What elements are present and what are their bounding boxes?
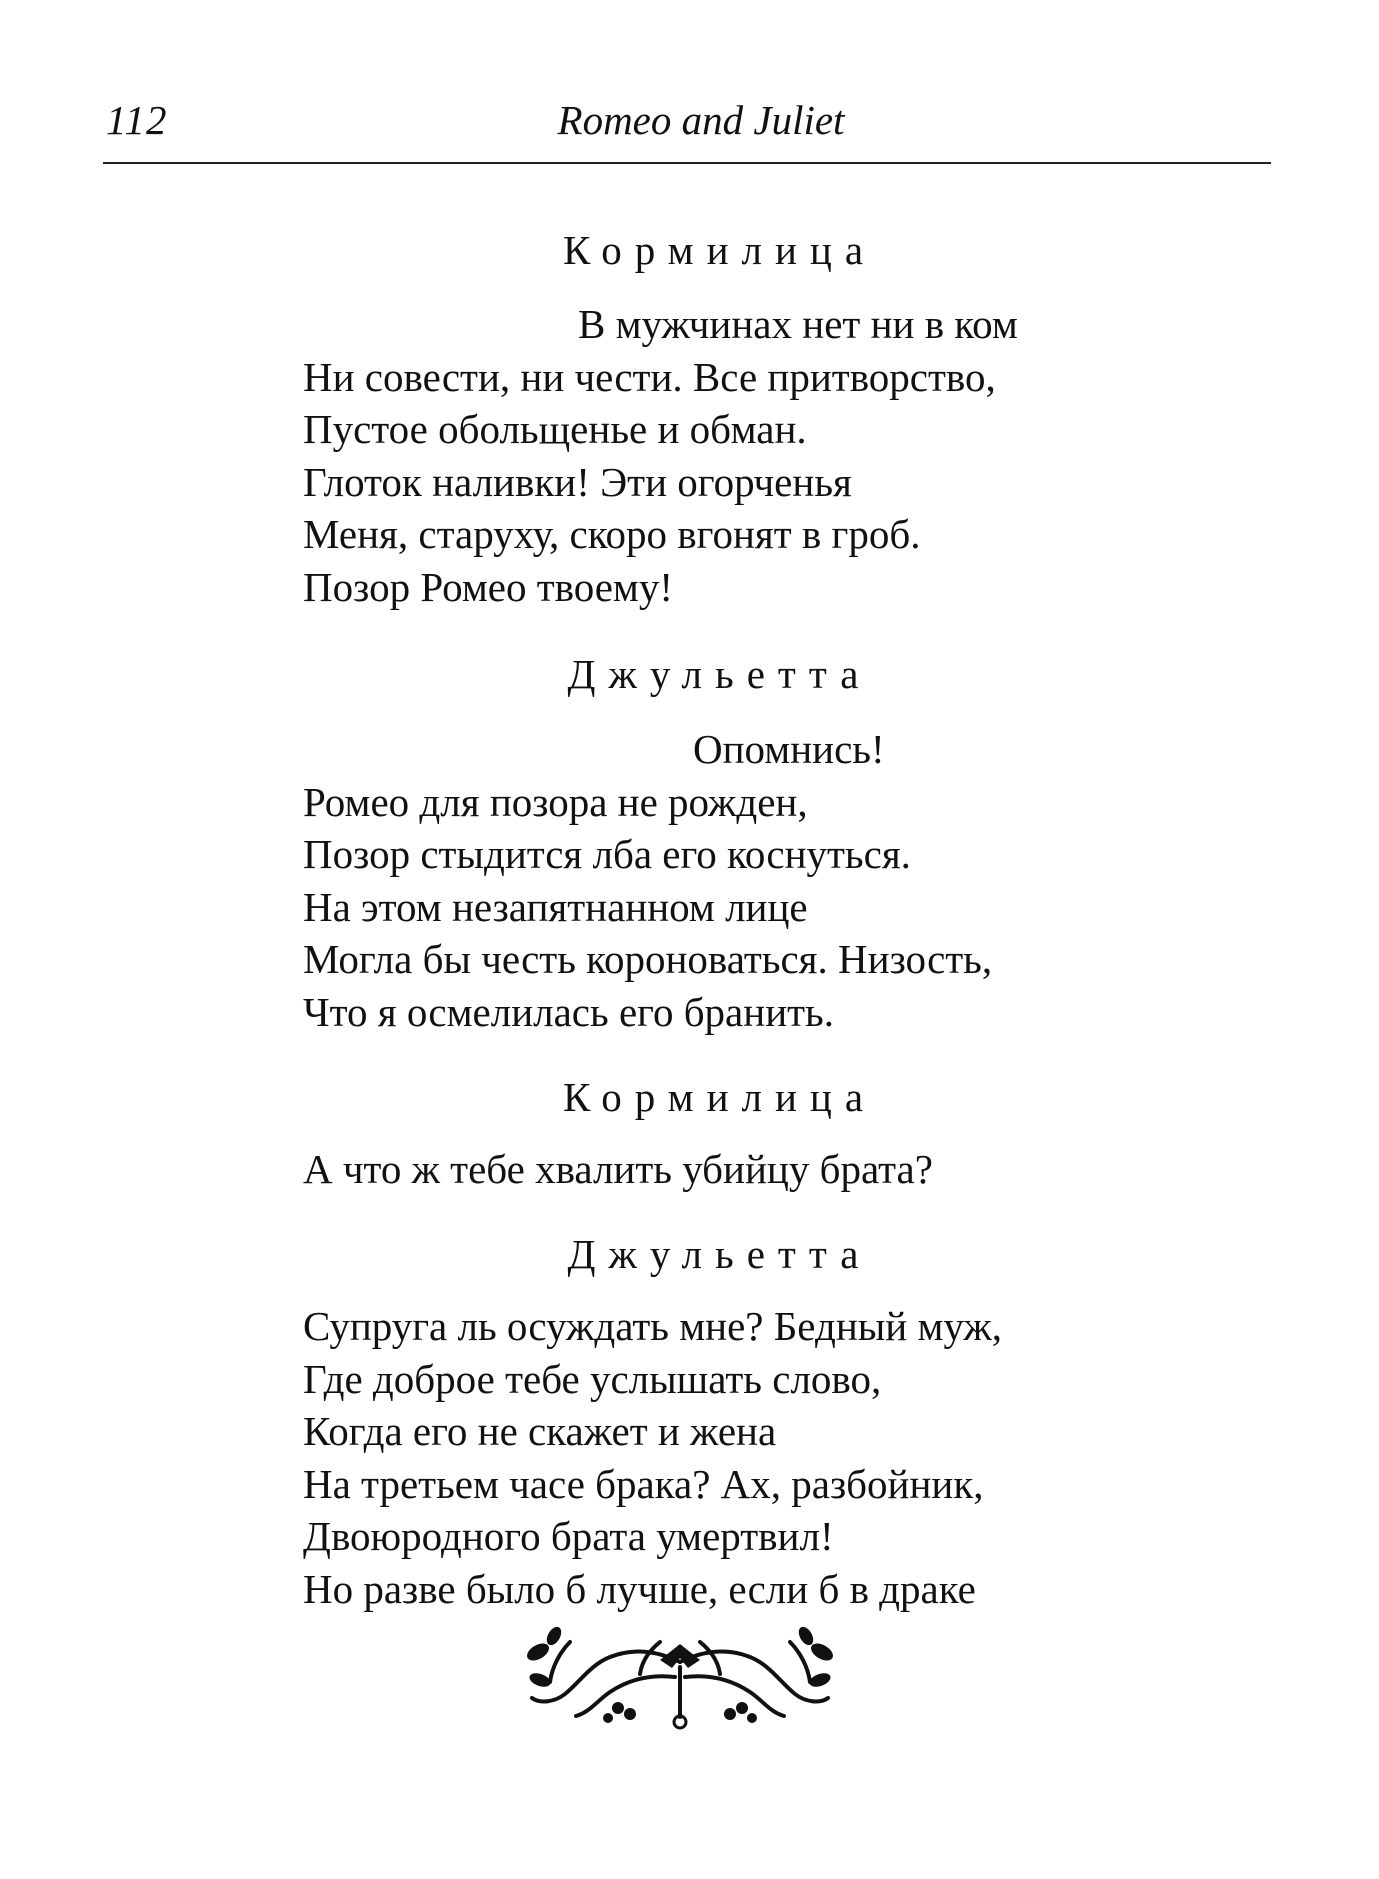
- verse-line: Супруга ль осуждать мне? Бедный муж,: [303, 1303, 1002, 1349]
- verse-line: Могла бы честь короноваться. Низость,: [303, 936, 993, 983]
- verse-line: Меня, старуху, скоро вгонят в гроб.: [303, 511, 921, 558]
- page-number: 112: [106, 97, 168, 143]
- speaker-name: Джульетта: [567, 651, 872, 697]
- verse-line: Ромео для позора не рожден,: [303, 778, 808, 825]
- speech-block: [303, 1143, 933, 1196]
- verse-line: В мужчинах нет ни в ком: [578, 301, 1018, 347]
- header-rule: [103, 162, 1271, 164]
- verse-line: Но разве было б лучше, если б в драке: [303, 1565, 976, 1612]
- verse-line: Глоток наливки! Эти огорченья: [303, 458, 852, 505]
- speaker-name: Кормилица: [562, 1074, 877, 1120]
- speech-block: [303, 1300, 1002, 1616]
- speech-block: [303, 723, 992, 1039]
- verse-line: На третьем часе брака? Ах, разбойник,: [303, 1460, 984, 1507]
- verse-line: Двоюродного брата умертвил!: [303, 1513, 834, 1560]
- verse-line: Что я осмелилась его бранить.: [303, 988, 834, 1035]
- running-title: Romeo and Juliet: [557, 97, 845, 143]
- running-head: [100, 96, 1272, 156]
- speaker-name: Кормилица: [562, 227, 877, 273]
- verse-line: А что ж тебе хвалить убийцу брата?: [303, 1146, 933, 1192]
- verse-line: Опомнись!: [693, 726, 885, 772]
- verse-line: Ни совести, ни чести. Все притворство,: [303, 353, 996, 400]
- verse-line: Когда его не скажет и жена: [303, 1408, 777, 1455]
- verse-line: Где доброе тебе услышать слово,: [303, 1355, 882, 1402]
- verse-line: Позор Ромео твоему!: [303, 563, 674, 610]
- verse-line: Позор стыдится лба его коснуться.: [303, 831, 911, 878]
- floral-ornament-icon: [510, 1622, 850, 1732]
- verse-line: Пустое обольщенье и обман.: [303, 406, 807, 453]
- verse-line: На этом незапятнанном лице: [303, 883, 808, 930]
- speaker-name: Джульетта: [567, 1231, 872, 1277]
- speech-block: [303, 298, 1018, 614]
